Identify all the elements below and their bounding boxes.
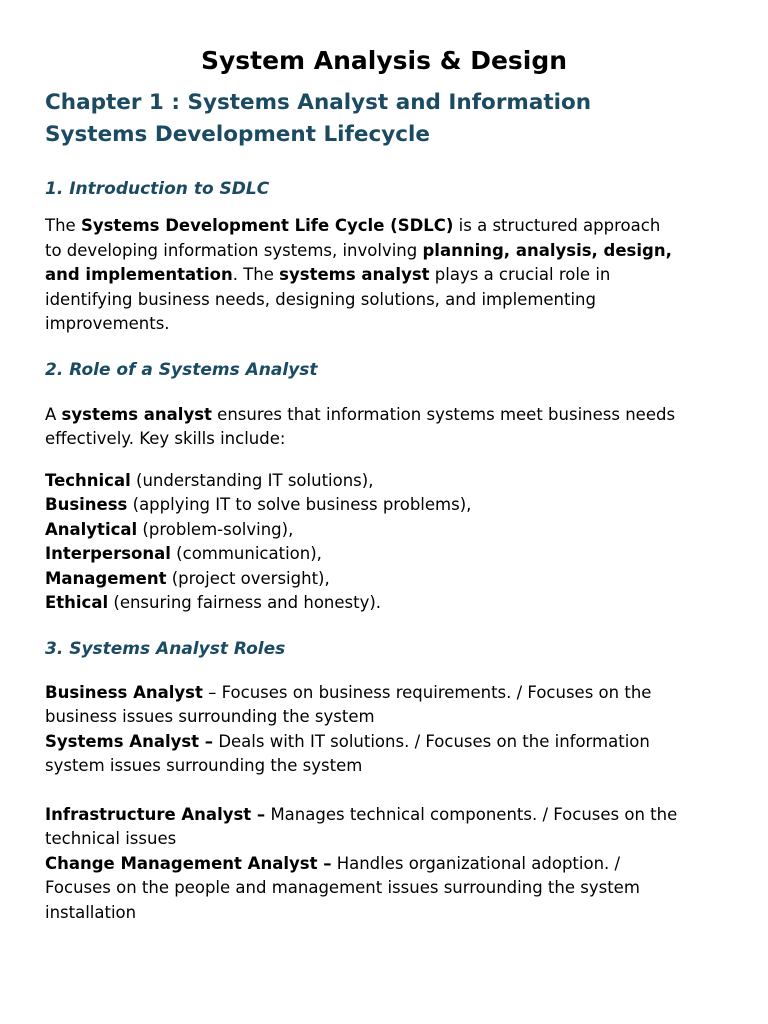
- role-name: Business Analyst: [45, 682, 203, 702]
- roles-group-2: [45, 803, 723, 926]
- skill-desc: (ensuring fairness and honesty).: [108, 593, 382, 612]
- skill-desc: (applying IT to solve business problems),: [127, 495, 472, 514]
- role-separator: –: [202, 682, 222, 702]
- skill-item: [45, 567, 723, 592]
- skill-item: [45, 469, 723, 494]
- section-heading-role-of-analyst: 2. Role of a Systems Analyst: [45, 359, 318, 380]
- bold-term: Systems Development Life Cycle (SDLC): [80, 216, 454, 235]
- role-desc: Focuses on business requirements. / Focuses on the: [221, 682, 652, 702]
- skill-desc: (project oversight),: [166, 568, 330, 588]
- role-line: [45, 852, 723, 877]
- skill-name: Analytical: [45, 519, 138, 539]
- role-line: technical issues: [45, 829, 177, 848]
- bold-term: systems analyst: [61, 404, 212, 424]
- role-line: [45, 730, 723, 755]
- role-name: Systems Analyst –: [45, 731, 214, 751]
- skill-desc: (communication),: [170, 544, 322, 563]
- skill-name: Technical: [45, 470, 131, 490]
- intro-line-4: identifying business needs, designing solutions, and implementing: [45, 289, 596, 309]
- skill-name: Management: [45, 568, 167, 588]
- role-intro-line-2: effectively. Key skills include:: [45, 429, 286, 448]
- skill-desc: (understanding IT solutions),: [130, 470, 374, 490]
- skill-name: Interpersonal: [45, 544, 171, 563]
- intro-line-5: improvements.: [45, 314, 170, 333]
- text: ensures that information systems meet business needs: [211, 404, 676, 424]
- text: A: [45, 404, 62, 424]
- analyst-intro-paragraph: [45, 403, 723, 452]
- chapter-title-line-2: Systems Development Lifecycle: [45, 122, 430, 147]
- chapter-title-line-1: Chapter 1 : Systems Analyst and Information: [45, 90, 592, 115]
- text: . The: [232, 265, 280, 284]
- text: plays a crucial role in: [429, 265, 611, 284]
- bold-term: systems analyst: [279, 265, 430, 284]
- skill-name: Business: [45, 495, 128, 514]
- skill-item: [45, 493, 723, 518]
- skills-list: [45, 469, 723, 616]
- skill-desc: (problem-solving),: [137, 519, 294, 539]
- intro-line-3: [45, 263, 723, 288]
- skill-item: [45, 542, 723, 567]
- bold-term: planning, analysis, design,: [422, 240, 672, 260]
- skill-item: [45, 518, 723, 543]
- role-intro-line-1: [45, 403, 723, 428]
- document-title: System Analysis & Design: [200, 46, 568, 75]
- role-line: installation: [45, 902, 137, 922]
- chapter-title: [45, 87, 723, 151]
- role-name: Change Management Analyst –: [45, 853, 332, 873]
- bold-term: and implementation: [45, 265, 233, 284]
- role-line: business issues surrounding the system: [45, 707, 375, 726]
- text: is a structured approach: [453, 216, 661, 235]
- section-heading-analyst-roles: 3. Systems Analyst Roles: [45, 638, 286, 659]
- role-desc: Manages technical components. / Focuses on the: [270, 804, 678, 824]
- role-desc: Deals with IT solutions. / Focuses on the information: [218, 731, 650, 751]
- roles-group-1: [45, 681, 723, 779]
- section-heading-intro-sdlc: 1. Introduction to SDLC: [45, 179, 270, 199]
- role-name: Infrastructure Analyst –: [45, 804, 266, 824]
- role-line: Focuses on the people and management issues surrounding the system: [45, 878, 640, 897]
- role-line: [45, 803, 723, 828]
- role-line: [45, 681, 723, 706]
- text: The: [45, 216, 81, 235]
- sdlc-intro-paragraph: [45, 214, 723, 337]
- role-desc: Handles organizational adoption. /: [336, 853, 621, 873]
- intro-line-1: [45, 214, 723, 239]
- skill-item: [45, 591, 723, 616]
- intro-line-2: [45, 239, 723, 264]
- role-line: system issues surrounding the system: [45, 756, 363, 775]
- skill-name: Ethical: [45, 593, 109, 612]
- text: to developing information systems, involving: [45, 240, 423, 260]
